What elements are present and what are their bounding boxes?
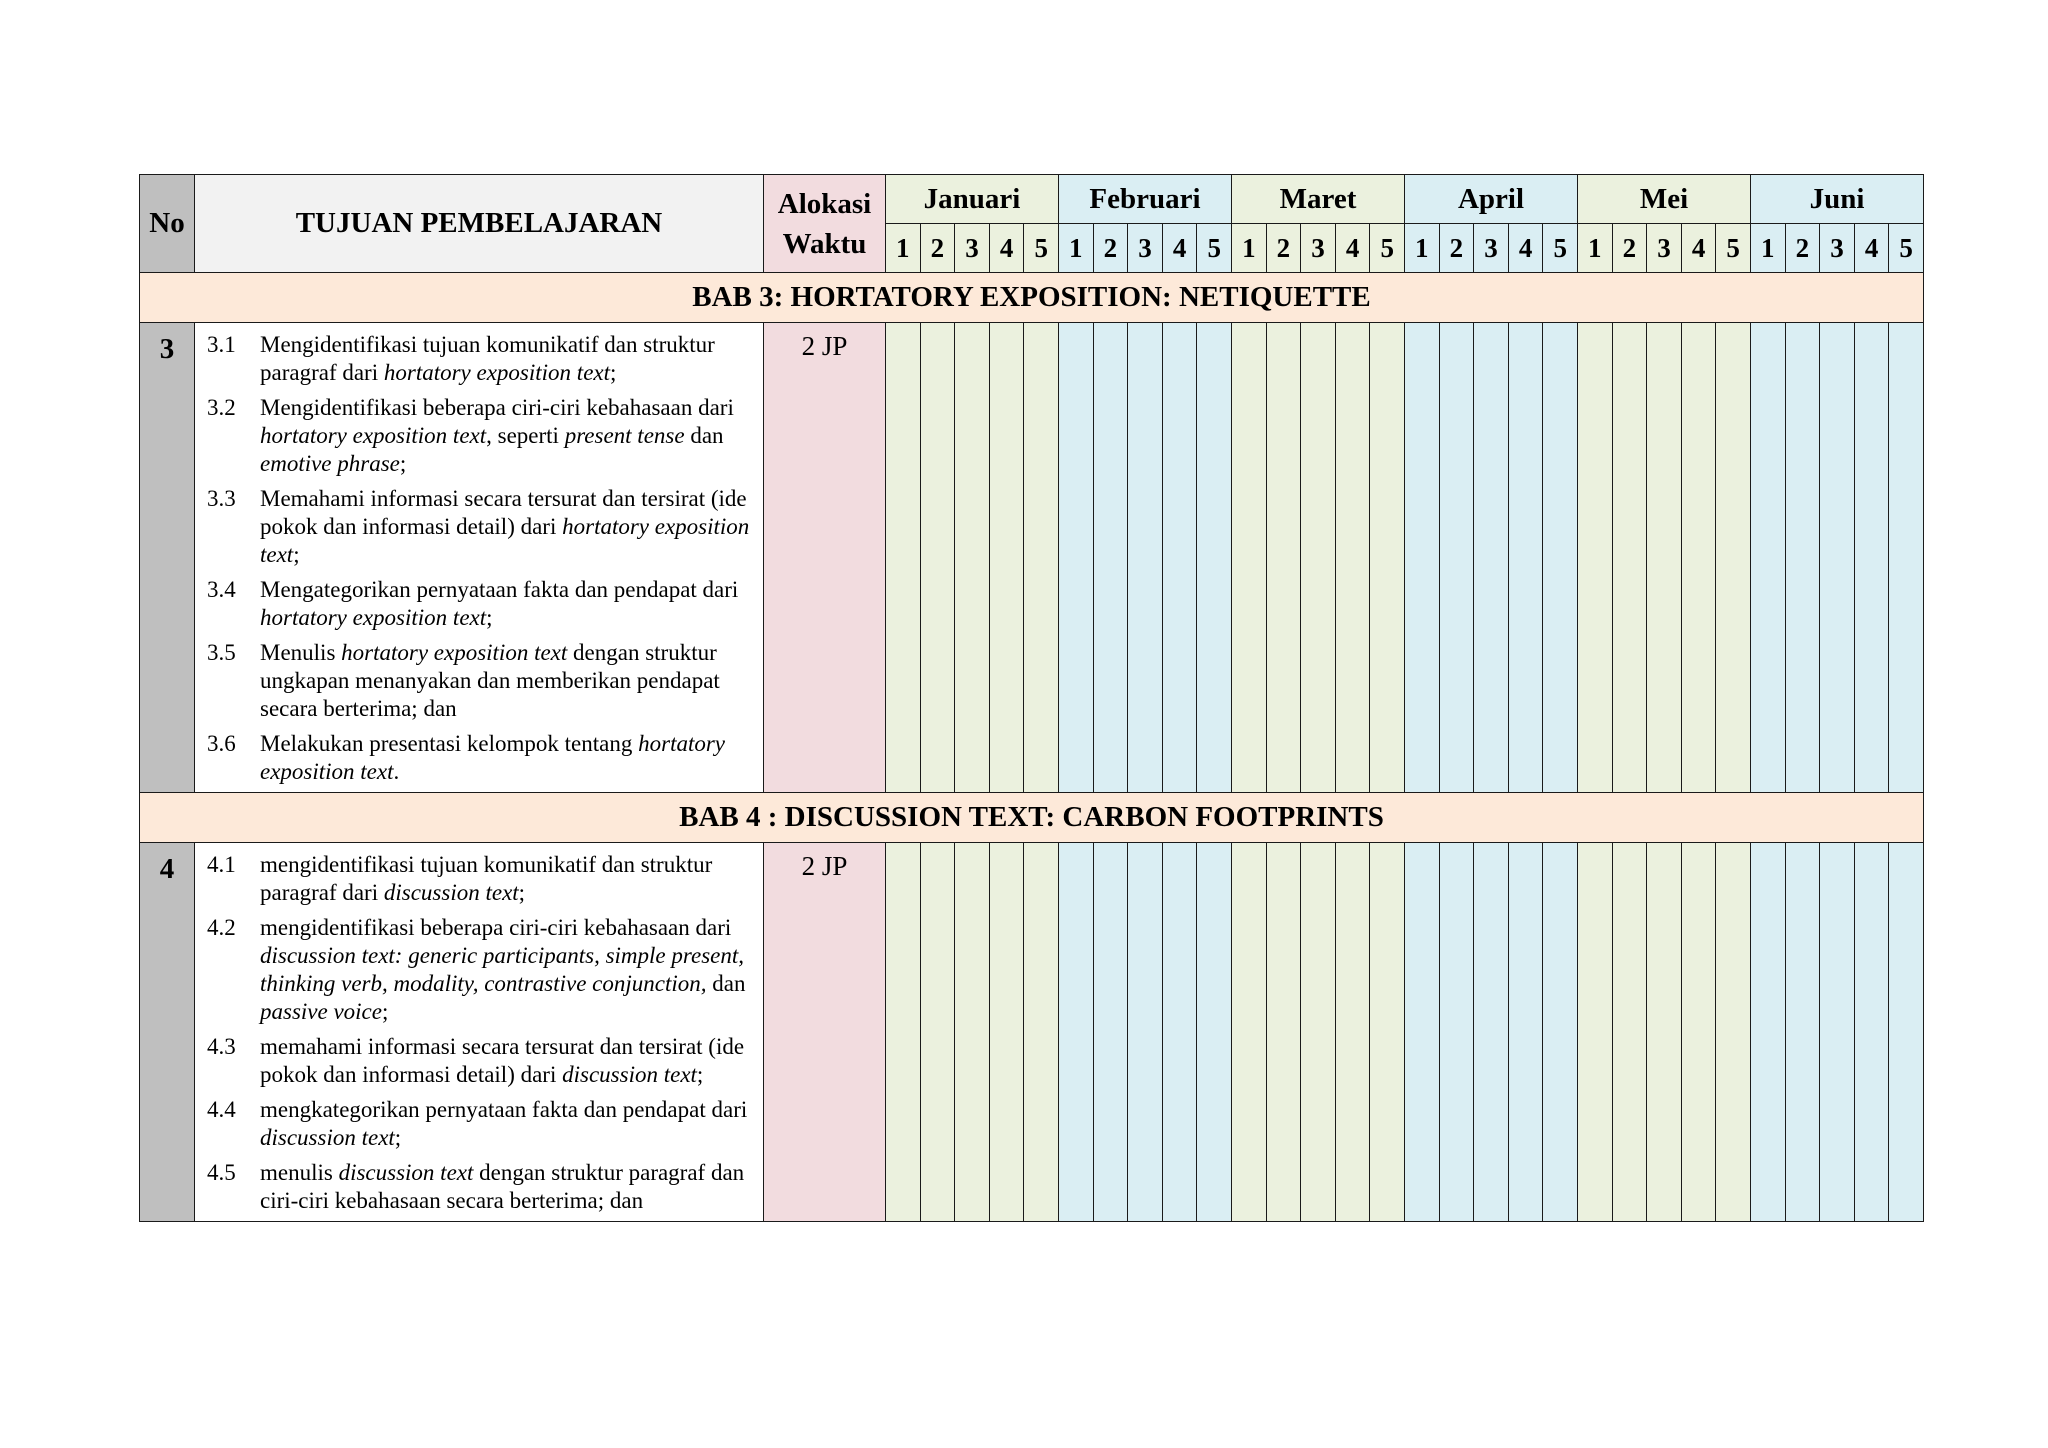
objective-number: 4.1 xyxy=(207,852,236,877)
schedule-cell xyxy=(920,323,955,793)
objective-text-part: menulis xyxy=(260,1160,339,1185)
objective-item xyxy=(207,485,753,569)
objective-text-part: dengan struktur paragraf dan ciri-ciri kebahasaan secara berterima; dan xyxy=(260,1160,745,1213)
schedule-cell xyxy=(1370,843,1405,1222)
schedule-cell xyxy=(1059,323,1094,793)
week-header: 2 xyxy=(920,224,955,273)
schedule-cell xyxy=(1578,843,1613,1222)
schedule-cell xyxy=(1647,323,1682,793)
objective-number: 4.5 xyxy=(207,1160,236,1185)
objective-item xyxy=(207,914,753,1026)
month-header-januari: Januari xyxy=(886,175,1059,224)
chapter-title: BAB 3: HORTATORY EXPOSITION: NETIQUETTE xyxy=(140,273,1924,323)
month-header-maret: Maret xyxy=(1232,175,1405,224)
schedule-cell xyxy=(1266,843,1301,1222)
schedule-cell xyxy=(1301,323,1336,793)
chapter-title: BAB 4 : DISCUSSION TEXT: CARBON FOOTPRINTS xyxy=(140,793,1924,843)
schedule-cell xyxy=(1301,843,1336,1222)
schedule-cell xyxy=(1162,323,1197,793)
week-header: 4 xyxy=(1335,224,1370,273)
schedule-cell xyxy=(1716,323,1751,793)
objective-text xyxy=(260,485,753,569)
schedule-cell xyxy=(1093,843,1128,1222)
objective-text-part: ; xyxy=(399,451,407,476)
objective-text-part: ; xyxy=(293,542,300,567)
objective-text-part: ; xyxy=(518,880,526,905)
week-header: 1 xyxy=(1059,224,1094,273)
objective-text-part: ; xyxy=(486,605,493,630)
objective-number: 3.2 xyxy=(207,395,236,420)
schedule-cell xyxy=(1785,323,1820,793)
schedule-cell xyxy=(1439,843,1474,1222)
objective-text-italic: passive voice xyxy=(260,999,382,1024)
week-header: 5 xyxy=(1370,224,1405,273)
chapter-content-row xyxy=(140,843,1924,1222)
schedule-cell xyxy=(1543,843,1578,1222)
objectives-cell xyxy=(195,843,764,1222)
schedule-cell xyxy=(1474,843,1509,1222)
objective-item xyxy=(207,1096,753,1152)
schedule-cell xyxy=(1820,323,1855,793)
objective-text-part: , seperti xyxy=(486,423,565,448)
objective-text-italic: hortatory exposition text xyxy=(260,731,726,784)
schedule-cell xyxy=(1854,843,1889,1222)
learning-schedule-table xyxy=(139,174,1924,1222)
schedule-cell xyxy=(1059,843,1094,1222)
objective-text-part: mengkategorikan pernyataan fakta dan pendapat dari xyxy=(260,1097,748,1122)
objective-text-part: . xyxy=(393,759,400,784)
objective-item xyxy=(207,331,753,387)
week-header: 1 xyxy=(886,224,921,273)
week-header: 2 xyxy=(1785,224,1820,273)
schedule-cell xyxy=(1474,323,1509,793)
week-header: 5 xyxy=(1543,224,1578,273)
schedule-cell xyxy=(1024,843,1059,1222)
schedule-cell xyxy=(1335,323,1370,793)
schedule-cell xyxy=(1716,843,1751,1222)
objective-text-italic: hortatory exposition text xyxy=(260,605,487,630)
objective-text xyxy=(260,394,753,478)
objective-text xyxy=(260,1159,753,1215)
objective-number: 3.6 xyxy=(207,731,236,756)
objective-number: 3.4 xyxy=(207,577,236,602)
week-header: 5 xyxy=(1889,224,1924,273)
chapter-number: 3 xyxy=(140,323,195,793)
chapter-title-row xyxy=(140,793,1924,843)
schedule-cell xyxy=(1266,323,1301,793)
week-header: 1 xyxy=(1750,224,1785,273)
schedule-cell xyxy=(1612,323,1647,793)
objective-item xyxy=(207,394,753,478)
objective-number: 4.2 xyxy=(207,915,236,940)
week-header: 1 xyxy=(1578,224,1613,273)
objective-text-part: Mengidentifikasi tujuan komunikatif dan struktur paragraf dari xyxy=(260,332,715,385)
objective-text xyxy=(260,1096,753,1152)
objective-text xyxy=(260,576,753,632)
schedule-cell xyxy=(1854,323,1889,793)
week-header: 2 xyxy=(1093,224,1128,273)
objective-item xyxy=(207,730,753,786)
objective-text xyxy=(260,730,753,786)
schedule-cell xyxy=(1508,323,1543,793)
objective-text xyxy=(260,639,753,723)
objective-text-italic: discussion text xyxy=(260,1125,395,1150)
objective-number: 3.3 xyxy=(207,486,236,511)
objective-text-part: ; xyxy=(381,999,389,1024)
schedule-cell xyxy=(1750,843,1785,1222)
objective-text-italic: present tense xyxy=(564,423,685,448)
schedule-cell xyxy=(955,843,990,1222)
objective-text-italic: hortatory exposition text xyxy=(260,423,487,448)
schedule-cell xyxy=(1232,323,1267,793)
objective-text-part: ; xyxy=(610,360,617,385)
schedule-cell xyxy=(920,843,955,1222)
objective-text-part: ; xyxy=(394,1125,402,1150)
month-header-juni: Juni xyxy=(1750,175,1923,224)
week-header: 2 xyxy=(1439,224,1474,273)
schedule-cell xyxy=(1681,323,1716,793)
alokasi-line-2: Waktu xyxy=(782,227,867,260)
alokasi-line-1: Alokasi xyxy=(777,187,872,220)
objective-text-part: mengidentifikasi beberapa ciri-ciri kebahasaan dari xyxy=(260,915,732,940)
objective-text-part: dengan struktur ungkapan menanyakan dan memberikan pendapat secara berterima; dan xyxy=(260,640,720,721)
week-header: 1 xyxy=(1232,224,1267,273)
objective-text-part: dan xyxy=(684,423,724,448)
schedule-cell xyxy=(1612,843,1647,1222)
objective-text-italic: hortatory exposition text xyxy=(260,514,750,567)
chapter-number: 4 xyxy=(140,843,195,1222)
week-header: 3 xyxy=(955,224,990,273)
header-row-months xyxy=(140,175,1924,224)
schedule-cell xyxy=(1889,843,1924,1222)
month-header-februari: Februari xyxy=(1059,175,1232,224)
objective-text-italic: discussion text xyxy=(383,880,519,905)
objective-number: 4.4 xyxy=(207,1097,236,1122)
objective-text xyxy=(260,331,753,387)
schedule-cell xyxy=(886,323,921,793)
objective-text-italic: emotive phrase xyxy=(260,451,400,476)
objective-item xyxy=(207,851,753,907)
week-header: 4 xyxy=(989,224,1024,273)
week-header: 2 xyxy=(1612,224,1647,273)
objective-text-italic: hortatory exposition text xyxy=(383,360,611,385)
schedule-cell xyxy=(1093,323,1128,793)
schedule-cell xyxy=(1439,323,1474,793)
alokasi-value: 2 JP xyxy=(764,843,886,1222)
chapter-title-row xyxy=(140,273,1924,323)
objective-text-part: Melakukan presentasi kelompok tentang xyxy=(260,731,639,756)
objective-text-part: Mengidentifikasi beberapa ciri-ciri kebahasaan dari xyxy=(260,395,734,420)
objective-number: 3.1 xyxy=(207,332,236,357)
objective-text-part: ; xyxy=(696,1062,704,1087)
objective-text xyxy=(260,914,753,1026)
schedule-cell xyxy=(1647,843,1682,1222)
objective-text-italic: hortatory exposition text xyxy=(341,640,568,665)
objective-number: 3.5 xyxy=(207,640,236,665)
schedule-cell xyxy=(955,323,990,793)
schedule-cell xyxy=(1024,323,1059,793)
week-header: 5 xyxy=(1716,224,1751,273)
schedule-cell xyxy=(1370,323,1405,793)
week-header: 4 xyxy=(1854,224,1889,273)
schedule-cell xyxy=(1128,843,1163,1222)
week-header: 3 xyxy=(1474,224,1509,273)
objective-item xyxy=(207,576,753,632)
week-header: 4 xyxy=(1681,224,1716,273)
objective-text-part: dan xyxy=(706,971,746,996)
header-alokasi-waktu xyxy=(764,175,886,273)
objective-text xyxy=(260,1033,753,1089)
schedule-cell xyxy=(1232,843,1267,1222)
objective-text-part: Menulis xyxy=(260,640,342,665)
schedule-cell xyxy=(1820,843,1855,1222)
objective-text-part: Mengategorikan pernyataan fakta dan pendapat dari xyxy=(260,577,739,602)
week-header: 3 xyxy=(1647,224,1682,273)
week-header: 4 xyxy=(1508,224,1543,273)
week-header: 5 xyxy=(1024,224,1059,273)
objective-text-part: memahami informasi secara tersurat dan tersirat (ide pokok dan informasi detail) dari xyxy=(260,1034,745,1087)
objective-number: 4.3 xyxy=(207,1034,236,1059)
objective-text-part: Memahami informasi secara tersurat dan tersirat (ide pokok dan informasi detail) dari xyxy=(260,486,747,539)
month-header-april: April xyxy=(1405,175,1578,224)
objective-item xyxy=(207,1159,753,1215)
schedule-cell xyxy=(989,843,1024,1222)
objectives-cell xyxy=(195,323,764,793)
schedule-cell xyxy=(1889,323,1924,793)
week-header: 1 xyxy=(1405,224,1440,273)
schedule-cell xyxy=(1681,843,1716,1222)
week-header: 2 xyxy=(1266,224,1301,273)
week-header: 3 xyxy=(1301,224,1336,273)
schedule-cell xyxy=(1197,843,1232,1222)
objective-text xyxy=(260,851,753,907)
month-header-mei: Mei xyxy=(1578,175,1751,224)
objective-item xyxy=(207,639,753,723)
schedule-cell xyxy=(1578,323,1613,793)
week-header: 3 xyxy=(1128,224,1163,273)
schedule-cell xyxy=(1508,843,1543,1222)
header-no: No xyxy=(140,175,195,273)
objective-text-italic: discussion text xyxy=(338,1160,474,1185)
schedule-cell xyxy=(1128,323,1163,793)
schedule-cell xyxy=(1405,323,1440,793)
schedule-cell xyxy=(1335,843,1370,1222)
schedule-cell xyxy=(1162,843,1197,1222)
schedule-cell xyxy=(1543,323,1578,793)
objective-text-italic: discussion text: generic participants, simple present, thinking verb, modality, contrastive conjunction, xyxy=(260,943,744,996)
week-header: 4 xyxy=(1162,224,1197,273)
objective-item xyxy=(207,1033,753,1089)
schedule-cell xyxy=(1197,323,1232,793)
alokasi-value: 2 JP xyxy=(764,323,886,793)
schedule-cell xyxy=(886,843,921,1222)
objective-text-part: mengidentifikasi tujuan komunikatif dan struktur paragraf dari xyxy=(260,852,713,905)
schedule-cell xyxy=(1750,323,1785,793)
week-header: 5 xyxy=(1197,224,1232,273)
week-header: 3 xyxy=(1820,224,1855,273)
header-tujuan: TUJUAN PEMBELAJARAN xyxy=(195,175,764,273)
schedule-cell xyxy=(1405,843,1440,1222)
chapter-content-row xyxy=(140,323,1924,793)
objective-text-italic: discussion text xyxy=(562,1062,697,1087)
schedule-cell xyxy=(1785,843,1820,1222)
schedule-cell xyxy=(989,323,1024,793)
